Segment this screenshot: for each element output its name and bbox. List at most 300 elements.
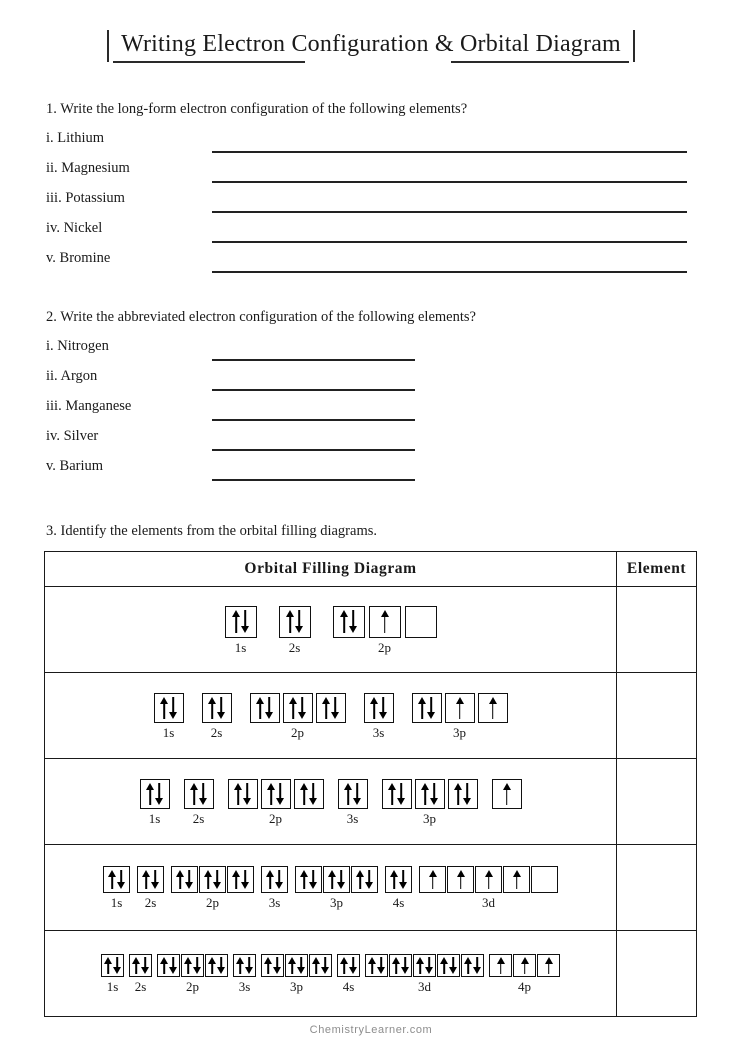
orbital-box-paired xyxy=(157,954,180,977)
spin-up-arrow-icon xyxy=(232,870,241,889)
orbital-electrons xyxy=(262,867,287,892)
orbital-subshell-group xyxy=(103,866,130,909)
spin-down-arrow-icon xyxy=(309,783,318,805)
spin-up-arrow-icon xyxy=(388,783,397,805)
subshell-label xyxy=(505,812,508,825)
spin-up-arrow-icon xyxy=(184,957,193,974)
orbital-electrons xyxy=(280,607,310,637)
orbital-box-set xyxy=(338,779,368,809)
answer-blank-q1-iv[interactable] xyxy=(212,241,687,243)
orbital-box-set xyxy=(157,954,228,977)
title-left-bracket-icon xyxy=(107,30,109,62)
spin-up-arrow-icon xyxy=(456,870,465,889)
orbital-box-empty xyxy=(531,866,558,893)
question-2-item-label: v. Barium xyxy=(46,458,104,474)
orbital-subshell-group xyxy=(364,693,394,739)
orbital-box-paired xyxy=(202,693,232,723)
question-1-item xyxy=(46,190,467,220)
spin-down-arrow-icon xyxy=(193,957,202,974)
orbital-electrons xyxy=(155,694,183,722)
spin-down-arrow-icon xyxy=(245,957,254,974)
spin-down-arrow-icon xyxy=(155,783,164,805)
orbital-subshell-group xyxy=(333,606,437,654)
spin-up-arrow-icon xyxy=(416,957,425,974)
spin-down-arrow-icon xyxy=(113,957,122,974)
orbital-subshell-group xyxy=(489,954,560,993)
answer-blank-q2-ii[interactable] xyxy=(212,389,415,391)
orbital-electrons xyxy=(185,780,213,808)
spin-down-arrow-icon xyxy=(377,957,386,974)
question-2-item-label: iv. Silver xyxy=(46,428,99,444)
orbital-electrons xyxy=(130,955,151,976)
orbital-box-single xyxy=(478,693,508,723)
orbital-electrons xyxy=(416,780,444,808)
orbital-subshell-group xyxy=(412,693,508,739)
orbital-electrons xyxy=(476,867,501,892)
spin-up-arrow-icon xyxy=(266,870,275,889)
orbital-subshell-group xyxy=(279,606,311,654)
spin-up-arrow-icon xyxy=(390,870,399,889)
spin-down-arrow-icon xyxy=(449,957,458,974)
orbital-subshell-group xyxy=(295,866,378,909)
subshell-label: 2p xyxy=(206,895,220,910)
spin-up-arrow-icon xyxy=(267,783,276,805)
orbital-box-paired xyxy=(337,954,360,977)
spin-down-arrow-icon xyxy=(397,783,406,805)
orbital-box-single xyxy=(475,866,502,893)
spin-up-arrow-icon xyxy=(340,957,349,974)
spin-up-arrow-icon xyxy=(380,610,389,633)
spin-up-arrow-icon xyxy=(232,610,241,633)
spin-up-arrow-icon xyxy=(289,697,298,719)
spin-up-arrow-icon xyxy=(286,610,295,633)
spin-up-arrow-icon xyxy=(328,870,337,889)
subshell-label: 2p xyxy=(186,979,200,994)
orbital-box-paired xyxy=(295,866,322,893)
spin-up-arrow-icon xyxy=(454,783,463,805)
orbital-box-paired xyxy=(171,866,198,893)
spin-up-arrow-icon xyxy=(488,697,497,719)
question-3-prompt: 3. Identify the elements from the orbital filling diagrams. xyxy=(46,523,377,539)
orbital-subshell-group xyxy=(202,693,232,739)
subshell-label: 1s xyxy=(106,979,119,994)
element-answer-cell[interactable] xyxy=(617,759,697,845)
orbital-box-set xyxy=(364,693,394,723)
orbital-diagram-cell xyxy=(45,931,617,1017)
question-2-item xyxy=(46,458,476,488)
spin-up-arrow-icon xyxy=(484,870,493,889)
orbital-box-paired xyxy=(351,866,378,893)
spin-up-arrow-icon xyxy=(312,957,321,974)
table-row xyxy=(45,845,697,931)
orbital-box-paired xyxy=(364,693,394,723)
orbital-box-set xyxy=(184,779,214,809)
spin-down-arrow-icon xyxy=(169,957,178,974)
orbital-electrons xyxy=(317,694,345,722)
subshell-label: 2p xyxy=(269,810,283,826)
page-header xyxy=(0,28,742,60)
question-1-item xyxy=(46,250,467,280)
subshell-label: 4s xyxy=(392,895,405,910)
orbital-box-set xyxy=(250,693,346,723)
orbital-box-set xyxy=(333,606,437,638)
orbital-box-single xyxy=(537,954,560,977)
question-2-item xyxy=(46,368,476,398)
orbital-subshell-group xyxy=(337,954,360,993)
orbital-electrons xyxy=(390,955,411,976)
subshell-label: 2p xyxy=(378,639,392,655)
spin-down-arrow-icon xyxy=(169,697,178,719)
subshell-label: 2s xyxy=(192,810,205,826)
orbital-box-paired xyxy=(205,954,228,977)
spin-up-arrow-icon xyxy=(236,957,245,974)
answer-blank-q2-i[interactable] xyxy=(212,359,415,361)
orbital-box-set xyxy=(261,866,288,893)
subshell-label: 3s xyxy=(268,895,281,910)
orbital-electrons xyxy=(206,955,227,976)
orbital-subshell-group xyxy=(385,866,412,909)
element-answer-cell[interactable] xyxy=(617,673,697,759)
table-row xyxy=(45,587,697,673)
spin-up-arrow-icon xyxy=(368,957,377,974)
orbital-electrons xyxy=(352,867,377,892)
orbital-electrons xyxy=(172,867,197,892)
spin-down-arrow-icon xyxy=(151,870,160,889)
orbital-subshell-group xyxy=(154,693,184,739)
orbital-diagram-cell xyxy=(45,845,617,931)
orbital-box-paired xyxy=(250,693,280,723)
orbital-box-paired xyxy=(103,866,130,893)
orbital-box-paired xyxy=(389,954,412,977)
orbital-box-paired xyxy=(316,693,346,723)
orbital-box-set xyxy=(419,866,558,893)
subshell-label: 1s xyxy=(148,810,161,826)
spin-down-arrow-icon xyxy=(399,870,408,889)
orbital-subshell-group xyxy=(233,954,256,993)
orbital-box-single xyxy=(369,606,401,638)
spin-down-arrow-icon xyxy=(295,610,304,633)
question-1-item-label: iii. Potassium xyxy=(46,190,125,206)
question-2-item-label: iii. Manganese xyxy=(46,398,132,414)
answer-blank-q1-iii[interactable] xyxy=(212,211,687,213)
orbital-box-paired xyxy=(437,954,460,977)
subshell-label: 3p xyxy=(290,979,304,994)
spin-down-arrow-icon xyxy=(199,783,208,805)
spin-down-arrow-icon xyxy=(425,957,434,974)
spin-down-arrow-icon xyxy=(349,957,358,974)
orbital-box-paired xyxy=(261,954,284,977)
subshell-label: 3d xyxy=(418,979,432,994)
element-answer-cell[interactable] xyxy=(617,845,697,931)
spin-up-arrow-icon xyxy=(264,957,273,974)
orbital-box-set xyxy=(225,606,257,638)
orbital-electrons xyxy=(365,694,393,722)
spin-down-arrow-icon xyxy=(213,870,222,889)
orbital-electrons xyxy=(141,780,169,808)
orbital-box-paired xyxy=(225,606,257,638)
subshell-label: 3s xyxy=(238,979,251,994)
orbital-electrons xyxy=(158,955,179,976)
orbital-electrons xyxy=(203,694,231,722)
subshell-label: 3p xyxy=(453,724,467,740)
answer-blank-q2-iii[interactable] xyxy=(212,419,415,421)
orbital-electrons xyxy=(234,955,255,976)
element-answer-cell[interactable] xyxy=(617,587,697,673)
spin-up-arrow-icon xyxy=(440,957,449,974)
spin-up-arrow-icon xyxy=(455,697,464,719)
spin-up-arrow-icon xyxy=(300,870,309,889)
answer-blank-q1-ii[interactable] xyxy=(212,181,687,183)
orbital-box-set xyxy=(233,954,256,977)
subshell-label: 2p xyxy=(291,724,305,740)
orbital-electrons xyxy=(284,694,312,722)
title-right-bracket-icon xyxy=(633,30,635,62)
spin-up-arrow-icon xyxy=(104,957,113,974)
spin-down-arrow-icon xyxy=(185,870,194,889)
orbital-subshell-group xyxy=(137,866,164,909)
orbital-box-set xyxy=(228,779,324,809)
orbital-subshell-group xyxy=(382,779,478,825)
orbital-electrons xyxy=(338,955,359,976)
orbital-box-set xyxy=(365,954,484,977)
orbital-box-paired xyxy=(412,693,442,723)
orbital-diagram-cell xyxy=(45,587,617,673)
question-2-item-label: ii. Argon xyxy=(46,368,98,384)
orbital-electrons xyxy=(102,955,123,976)
orbital-electrons xyxy=(286,955,307,976)
orbital-box-set xyxy=(171,866,254,893)
orbital-electrons xyxy=(366,955,387,976)
orbital-box-single xyxy=(447,866,474,893)
orbital-subshell-group xyxy=(140,779,170,825)
orbital-subshell-group xyxy=(228,779,324,825)
orbital-box-empty xyxy=(405,606,437,638)
orbital-subshell-group xyxy=(419,866,558,909)
orbital-electrons xyxy=(414,955,435,976)
spin-up-arrow-icon xyxy=(288,957,297,974)
orbital-electrons xyxy=(493,780,521,808)
orbital-electrons xyxy=(490,955,511,976)
spin-down-arrow-icon xyxy=(276,783,285,805)
orbital-subshell-group xyxy=(225,606,257,654)
orbital-box-paired xyxy=(227,866,254,893)
question-1-prompt: 1. Write the long-form electron configuration of the following elements? xyxy=(46,101,468,117)
spin-down-arrow-icon xyxy=(273,957,282,974)
spin-down-arrow-icon xyxy=(365,870,374,889)
spin-up-arrow-icon xyxy=(146,783,155,805)
spin-up-arrow-icon xyxy=(132,957,141,974)
orbital-box-set xyxy=(492,779,522,809)
orbital-electrons xyxy=(262,780,290,808)
subshell-label: 3s xyxy=(346,810,359,826)
orbital-electrons xyxy=(334,607,364,637)
spin-up-arrow-icon xyxy=(421,783,430,805)
spin-down-arrow-icon xyxy=(337,870,346,889)
subshell-label: 4p xyxy=(518,979,532,994)
question-2-prompt: 2. Write the abbreviated electron configuration of the following elements? xyxy=(46,309,476,325)
orbital-subshell-group xyxy=(338,779,368,825)
table-header-orbital-filling-diagram: Orbital Filling Diagram xyxy=(45,552,617,587)
orbital-filling-table xyxy=(44,551,697,1017)
spin-up-arrow-icon xyxy=(160,697,169,719)
orbital-box-paired xyxy=(365,954,388,977)
subshell-label: 2s xyxy=(144,895,157,910)
orbital-diagram xyxy=(47,779,614,825)
orbital-electrons xyxy=(383,780,411,808)
orbital-box-set xyxy=(295,866,378,893)
spin-up-arrow-icon xyxy=(370,697,379,719)
subshell-label: 3p xyxy=(330,895,344,910)
spin-up-arrow-icon xyxy=(208,697,217,719)
answer-blank-q2-iv[interactable] xyxy=(212,449,415,451)
question-1-item xyxy=(46,160,467,190)
orbital-subshell-group xyxy=(101,954,124,993)
orbital-subshell-group xyxy=(365,954,484,993)
spin-down-arrow-icon xyxy=(427,697,436,719)
table-header-row xyxy=(45,552,697,587)
orbital-box-paired xyxy=(382,779,412,809)
orbital-electrons xyxy=(138,867,163,892)
orbital-subshell-group xyxy=(157,954,228,993)
spin-down-arrow-icon xyxy=(241,870,250,889)
footer-watermark: ChemistryLearner.com xyxy=(309,1024,433,1036)
orbital-box-single xyxy=(513,954,536,977)
orbital-electrons xyxy=(295,780,323,808)
orbital-electrons xyxy=(296,867,321,892)
orbital-box-set xyxy=(382,779,478,809)
orbital-box-paired xyxy=(309,954,332,977)
orbital-box-paired xyxy=(261,866,288,893)
subshell-label: 3p xyxy=(423,810,437,826)
orbital-box-paired xyxy=(323,866,350,893)
orbital-subshell-group xyxy=(492,779,522,825)
spin-up-arrow-icon xyxy=(520,957,529,974)
spin-down-arrow-icon xyxy=(217,957,226,974)
spin-up-arrow-icon xyxy=(392,957,401,974)
question-1-item-label: i. Lithium xyxy=(46,130,104,146)
spin-down-arrow-icon xyxy=(401,957,410,974)
orbital-box-paired xyxy=(285,954,308,977)
subshell-label: 3s xyxy=(372,724,385,740)
answer-blank-q2-v[interactable] xyxy=(212,479,415,481)
orbital-box-set xyxy=(101,954,124,977)
spin-up-arrow-icon xyxy=(356,870,365,889)
orbital-box-paired xyxy=(181,954,204,977)
orbital-electrons xyxy=(262,955,283,976)
subshell-label: 3d xyxy=(482,895,496,910)
orbital-subshell-group xyxy=(129,954,152,993)
orbital-box-paired xyxy=(261,779,291,809)
orbital-box-paired xyxy=(199,866,226,893)
spin-up-arrow-icon xyxy=(418,697,427,719)
spin-up-arrow-icon xyxy=(344,783,353,805)
orbital-electrons xyxy=(446,694,474,722)
orbital-box-single xyxy=(419,866,446,893)
orbital-box-single xyxy=(503,866,530,893)
orbital-box-paired xyxy=(461,954,484,977)
orbital-electrons xyxy=(413,694,441,722)
title-decoration-wrapper xyxy=(107,28,635,60)
orbital-diagram-cell xyxy=(45,759,617,845)
spin-down-arrow-icon xyxy=(463,783,472,805)
element-answer-cell[interactable] xyxy=(617,931,697,1017)
orbital-box-paired xyxy=(154,693,184,723)
orbital-electrons xyxy=(200,867,225,892)
orbital-box-set xyxy=(202,693,232,723)
spin-up-arrow-icon xyxy=(512,870,521,889)
orbital-box-paired xyxy=(129,954,152,977)
answer-blank-q1-v[interactable] xyxy=(212,271,687,273)
orbital-box-set xyxy=(103,866,130,893)
answer-blank-q1-i[interactable] xyxy=(212,151,687,153)
subshell-label: 2s xyxy=(134,979,147,994)
spin-down-arrow-icon xyxy=(217,697,226,719)
question-1-item-label: iv. Nickel xyxy=(46,220,103,236)
orbital-box-set xyxy=(154,693,184,723)
spin-up-arrow-icon xyxy=(340,610,349,633)
orbital-diagram xyxy=(47,954,614,993)
spin-down-arrow-icon xyxy=(321,957,330,974)
spin-up-arrow-icon xyxy=(176,870,185,889)
orbital-box-set xyxy=(129,954,152,977)
orbital-subshell-group xyxy=(184,779,214,825)
orbital-box-single xyxy=(492,779,522,809)
orbital-electrons xyxy=(324,867,349,892)
title-left-underline xyxy=(113,61,305,63)
question-1-item-label: v. Bromine xyxy=(46,250,111,266)
spin-down-arrow-icon xyxy=(117,870,126,889)
subshell-label: 2s xyxy=(288,639,301,655)
spin-up-arrow-icon xyxy=(234,783,243,805)
orbital-electrons xyxy=(420,867,445,892)
spin-up-arrow-icon xyxy=(204,870,213,889)
page-title: Writing Electron Configuration & Orbital Diagram xyxy=(121,31,621,57)
orbital-electrons xyxy=(479,694,507,722)
spin-down-arrow-icon xyxy=(243,783,252,805)
spin-down-arrow-icon xyxy=(141,957,150,974)
spin-up-arrow-icon xyxy=(300,783,309,805)
orbital-electrons xyxy=(514,955,535,976)
orbital-box-set xyxy=(261,954,332,977)
subshell-label: 2s xyxy=(210,724,223,740)
subshell-label: 4s xyxy=(342,979,355,994)
orbital-subshell-group xyxy=(261,954,332,993)
orbital-diagram xyxy=(47,606,614,654)
spin-down-arrow-icon xyxy=(353,783,362,805)
orbital-electrons xyxy=(339,780,367,808)
orbital-box-paired xyxy=(338,779,368,809)
table-row xyxy=(45,759,697,845)
spin-up-arrow-icon xyxy=(428,870,437,889)
question-3-block xyxy=(46,523,377,540)
spin-up-arrow-icon xyxy=(142,870,151,889)
orbital-box-single xyxy=(445,693,475,723)
orbital-box-paired xyxy=(385,866,412,893)
orbital-box-paired xyxy=(448,779,478,809)
spin-down-arrow-icon xyxy=(298,697,307,719)
spin-down-arrow-icon xyxy=(379,697,388,719)
spin-up-arrow-icon xyxy=(190,783,199,805)
subshell-label: 1s xyxy=(162,724,175,740)
spin-up-arrow-icon xyxy=(108,870,117,889)
orbital-subshell-group xyxy=(171,866,254,909)
orbital-box-set xyxy=(137,866,164,893)
orbital-electrons xyxy=(229,780,257,808)
spin-up-arrow-icon xyxy=(322,697,331,719)
spin-up-arrow-icon xyxy=(544,957,553,974)
spin-down-arrow-icon xyxy=(309,870,318,889)
table-row xyxy=(45,931,697,1017)
